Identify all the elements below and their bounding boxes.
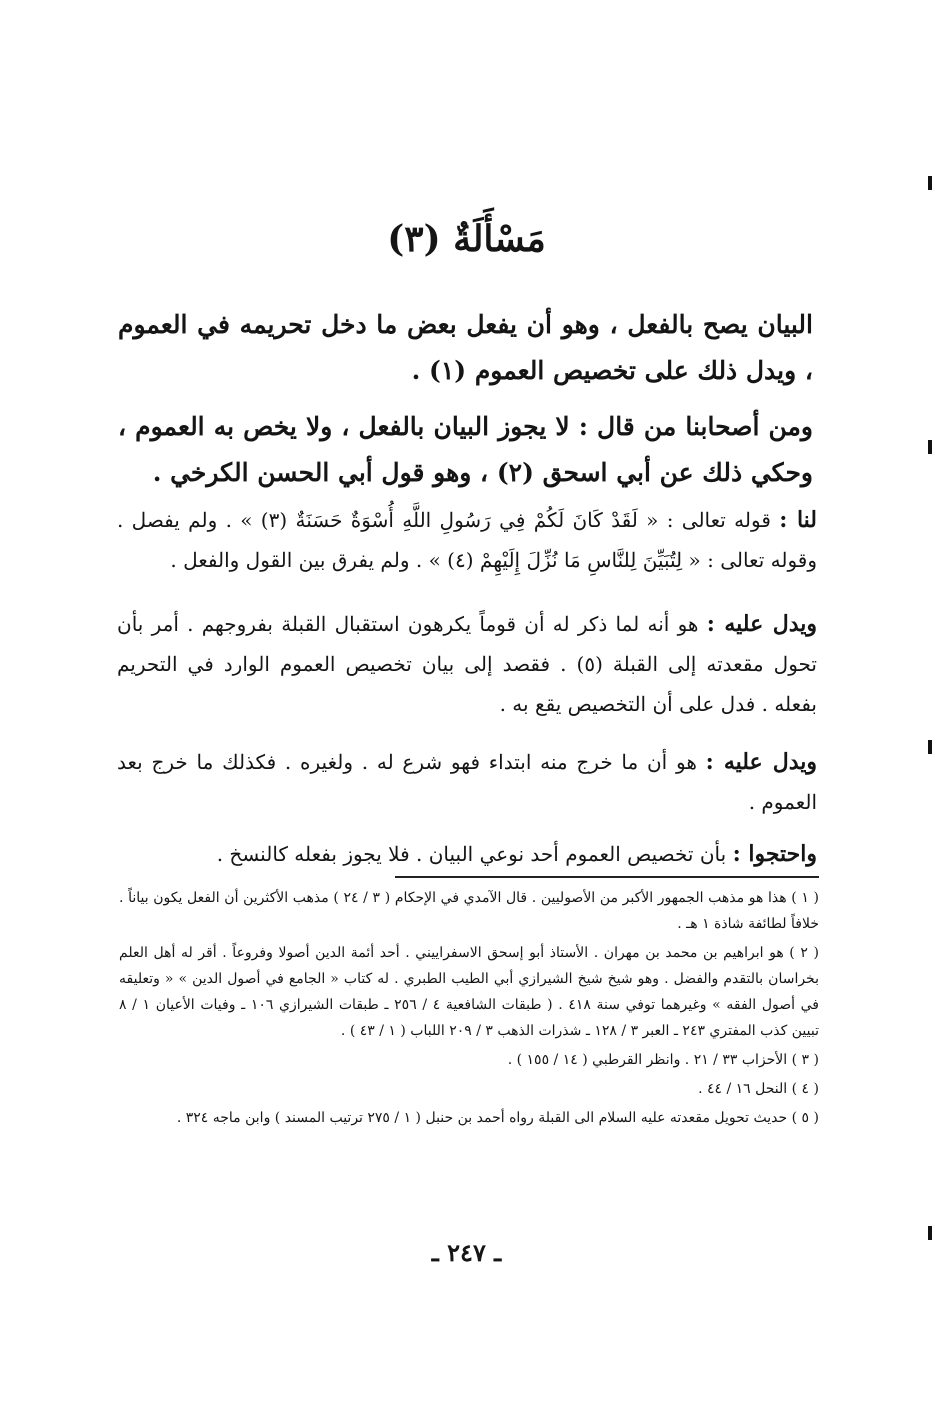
- scan-edge-mark: [928, 1226, 932, 1240]
- counter-argument-text: بأن تخصيص العموم أحد نوعي البيان . فلا يجوز بفعله كالنسخ .: [216, 842, 727, 866]
- scan-edge-mark: [928, 440, 932, 454]
- opposing-view-text: ومن أصحابنا من قال : لا يجوز البيان بالفعل ، ولا يخص به العموم ، وحكي ذلك عن أبي اسحق (٢) ، وهو قول أبي الحسن الكرخي .: [118, 412, 813, 487]
- footnote-2: ( ٢ ) هو ابراهيم بن محمد بن مهران . الأستاذ أبو إسحق الاسفراييني . أحد أئمة الدين أصولا وفروعاً . أقر له أهل العلم بخراسان بالتقدم والفضل . وهو شيخ شيخ الشيرازي أبي الطيب الطبري . له كتاب « الجامع في أصول الدين » « وتعليقه في أصول الفقه » وغيرهما توفي سنة ٤١٨ . ( طبقات الشافعية ٤ / ٢٥٦ ـ طبقات الشيرازي ١٠٦ ـ وفيات الأعيان ١ / ٨ تبيين كذب المفتري ٢٤٣ ـ العبر ٣ / ١٢٨ ـ شذرات الذهب ٣ / ٢٠٩ اللباب ( ١ / ٤٣ ) .: [119, 945, 820, 1039]
- footnote-3: ( ٣ ) الأحزاب ٣٣ / ٢١ . وانظر القرطبي ( ١٤ / ١٥٥ ) .: [507, 1052, 819, 1068]
- opposing-view-paragraph: [118, 404, 813, 496]
- counter-argument-lead: واحتجوا :: [732, 841, 817, 867]
- evidence-text: قوله تعالى : « لَقَدْ كَانَ لَكُمْ فِي رَسُولِ اللَّهِ أُسْوَةٌ حَسَنَةٌ (٣) » . ولم يفصل . وقوله تعالى : « لِتُبَيِّنَ لِلنَّاسِ مَا نُزِّلَ إِلَيْهِمْ (٤) » . ولم يفرق بين القول والفعل .: [117, 508, 817, 572]
- evidence-lead: لنا :: [779, 507, 818, 533]
- thesis-paragraph: [118, 302, 813, 394]
- footnotes: [119, 885, 819, 1134]
- page-number: ـ ٢٤٧ ـ: [431, 1238, 502, 1267]
- evidence-paragraph: [117, 500, 817, 580]
- proof-paragraph-1: [117, 604, 817, 724]
- footnote-5: ( ٥ ) حديث تحويل مقعدته عليه السلام الى القبلة رواه أحمد بن حنبل ( ١ / ٢٧٥ ترتيب المسند ) وابن ماجه ٣٢٤ .: [176, 1110, 819, 1126]
- proof-2-lead: ويدل عليه :: [705, 749, 818, 775]
- thesis-text: البيان يصح بالفعل ، وهو أن يفعل بعض ما دخل تحريمه في العموم ، ويدل ذلك على تخصيص العموم (١) .: [118, 310, 813, 385]
- footnote-4: ( ٤ ) النحل ١٦ / ٤٤ .: [698, 1081, 819, 1097]
- proof-1-text: هو أنه لما ذكر له أن قوماً يكرهون استقبال القبلة بفروجهم . أمر بأن تحول مقعدته إلى القبلة (٥) . فقصد إلى بيان تخصيص العموم الوارد في التحريم بفعله . فدل على أن التخصيص يقع به .: [117, 612, 818, 716]
- footnote-1: ( ١ ) هذا هو مذهب الجمهور الأكبر من الأصوليين . قال الآمدي في الإحكام ( ٣ / ٢٤ ) مذهب الأكثرين أن الفعل يكون بياناً . خلافاً لطائفة شاذة ١ هـ .: [119, 890, 819, 932]
- scan-edge-mark: [928, 176, 932, 190]
- scan-edge-mark: [928, 740, 932, 754]
- proof-paragraph-2: [117, 742, 817, 822]
- counter-argument-paragraph: [117, 834, 817, 874]
- issue-title: مَسْأَلَةٌ (٣): [387, 218, 546, 260]
- proof-1-lead: ويدل عليه :: [706, 611, 818, 637]
- footnote-separator: [395, 876, 819, 878]
- proof-2-text: هو أن ما خرج منه ابتداء فهو شرع له . ولغيره . فكذلك ما خرج بعد العموم .: [117, 750, 817, 814]
